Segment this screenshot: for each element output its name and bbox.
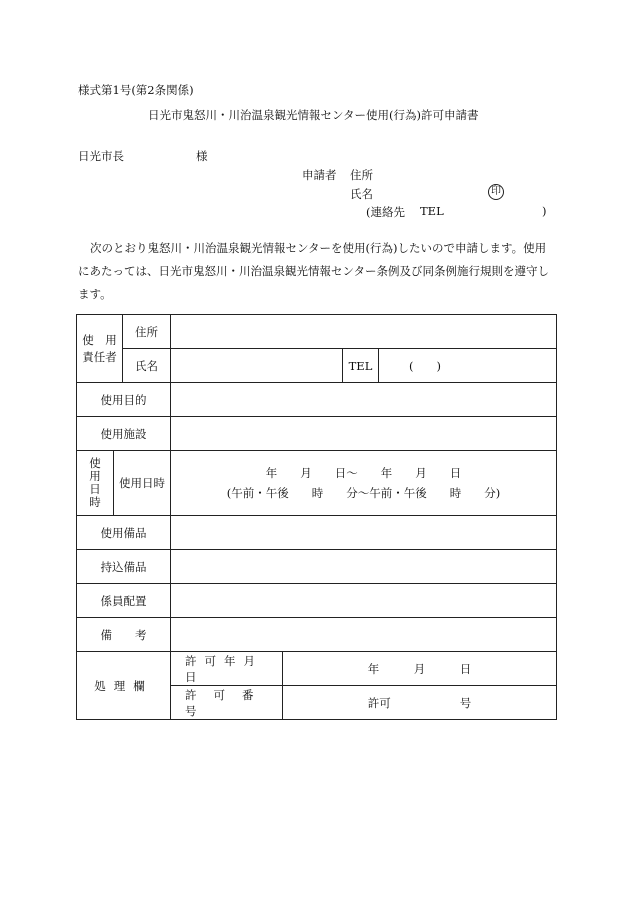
facility-label: 使用施設 (77, 417, 171, 451)
brought-equipment-field[interactable] (171, 550, 557, 584)
responsible-tel-label: TEL (343, 349, 379, 383)
remarks-row (77, 618, 557, 652)
brought-equipment-label: 持込備品 (77, 550, 171, 584)
equipment-row (77, 516, 557, 550)
document-title: 日光市鬼怒川・川治温泉観光情報センター使用(行為)許可申請書 (148, 108, 479, 122)
application-statement: 次のとおり鬼怒川・川治温泉観光情報センターを使用(行為)したいので申請します。使用にあたっては、日光市鬼怒川・川治温泉観光情報センター条例及び同条例施行規則を遵守します。 (78, 241, 550, 301)
datetime-time-line: (午前・午後 時 分～午前・午後 時 分) (226, 486, 501, 500)
applicant-label: 申請者 (302, 168, 337, 182)
purpose-label: 使用目的 (77, 383, 171, 417)
processing-label: 処理欄 (77, 652, 171, 720)
facility-row (77, 417, 557, 451)
responsible-name-row (77, 349, 557, 383)
seal-mark: 印 (488, 184, 504, 200)
contact-close-paren: ) (542, 204, 547, 218)
facility-field[interactable] (171, 417, 557, 451)
equipment-field[interactable] (171, 516, 557, 550)
application-form-table (76, 314, 557, 720)
permit-number-label: 許可番号 (171, 686, 283, 720)
form-number: 様式第1号(第2条関係) (78, 83, 194, 97)
datetime-field[interactable] (171, 451, 557, 516)
applicant-address-label: 住所 (350, 168, 373, 182)
brought-equipment-row (77, 550, 557, 584)
datetime-date-line: 年 月 日～ 年 月 日 (265, 466, 462, 480)
contact-label: (連絡先 (366, 205, 405, 219)
addressee-honorific: 様 (196, 149, 208, 163)
responsible-tel-field[interactable]: ( ) (379, 349, 557, 383)
responsible-name-field[interactable] (171, 349, 343, 383)
permit-date-label: 許可年月日 (171, 652, 283, 686)
staff-label: 係員配置 (77, 584, 171, 618)
equipment-label: 使用備品 (77, 516, 171, 550)
addressee-name: 日光市長 (78, 149, 124, 163)
permit-date-row (77, 652, 557, 686)
responsible-address-row (77, 315, 557, 349)
responsible-person-label: 使 用 責任者 (77, 315, 123, 383)
permit-number-field[interactable]: 許可 号 (283, 686, 557, 720)
staff-row (77, 584, 557, 618)
permit-date-field[interactable]: 年 月 日 (283, 652, 557, 686)
responsible-address-field[interactable] (171, 315, 557, 349)
remarks-field[interactable] (171, 618, 557, 652)
remarks-label: 備 考 (77, 618, 171, 652)
responsible-address-label: 住所 (123, 315, 171, 349)
datetime-row (77, 451, 557, 516)
datetime-vertical-label: 使 用 日 時 (77, 451, 114, 516)
purpose-field[interactable] (171, 383, 557, 417)
datetime-label: 使用日時 (114, 451, 171, 516)
applicant-name-label: 氏名 (350, 187, 373, 201)
responsible-name-label: 氏名 (123, 349, 171, 383)
contact-tel-label: TEL (420, 204, 444, 218)
purpose-row (77, 383, 557, 417)
staff-field[interactable] (171, 584, 557, 618)
